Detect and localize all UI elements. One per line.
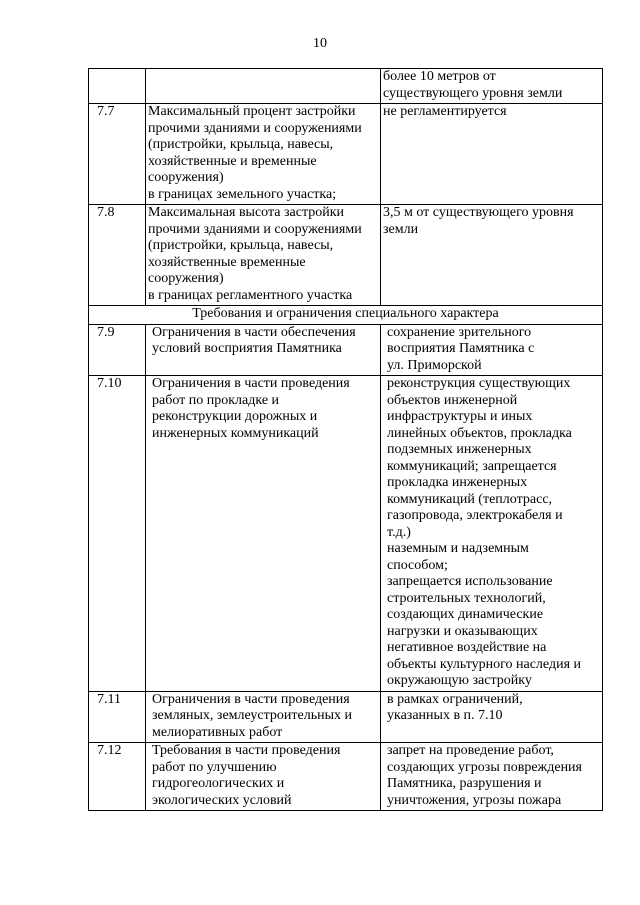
value-line: коммуникаций (теплотрасс, [387,491,553,507]
value-line: 3,5 м от существующего уровня [383,205,574,220]
table-row [89,376,603,692]
row-number-cell: 7.9 [89,324,146,376]
parameter-cell [146,104,381,205]
value-line: более 10 метров от [383,69,496,84]
parameter-cell [146,205,381,306]
parameter-line: прочими зданиями и сооружениями [148,221,362,237]
section-title: Требования и ограничения специального характера [89,306,603,325]
parameter-line: в границах регламентного участка [148,287,353,303]
parameter-line: земляных, землеустроительных и [152,708,352,723]
parameter-line: (пристройки, крыльца, навесы, [148,137,334,152]
parameter-line: реконструкции дорожных и [152,409,318,424]
value-line: Памятника, разрушения и [387,776,542,791]
parameter-line: Максимальный процент застройки [148,104,356,119]
value-line: не регламентируется [383,104,507,119]
row-number-cell [89,69,146,104]
table-row [89,205,603,306]
value-line: реконструкция существующих [387,376,571,391]
value-line: наземным и надземным [387,541,529,556]
row-number-cell: 7.10 [89,376,146,692]
parameter-line: сооружения) [148,170,224,185]
value-line: ул. Приморской [387,357,482,373]
value-line: сохранение зрительного [387,324,532,340]
value-line: строительных технологий, [387,590,546,606]
table-row [89,743,603,811]
value-line: т.д.) [387,524,411,540]
value-line: в рамках ограничений, [387,691,523,707]
value-line: существующего уровня земли [383,85,563,101]
value-line: земли [383,221,419,237]
parameter-line: Ограничения в части проведения [152,376,350,391]
value-line: негативное воздействие на [387,640,547,655]
row-number-cell: 7.7 [89,104,146,205]
value-line: запрещается использование [387,574,553,589]
parameter-cell [146,324,381,376]
parameter-cell [146,691,381,743]
parameter-line: Максимальная высота застройки [148,205,345,220]
table-body [89,69,603,811]
table-row [89,69,603,104]
value-cell [381,691,603,743]
parameter-line: Ограничения в части проведения [152,691,350,707]
value-cell [381,205,603,306]
section-header-row [89,306,603,325]
value-cell [381,376,603,692]
value-line: прокладка инженерных [387,475,528,490]
value-line: газопровода, электрокабеля и [387,508,563,523]
parameter-line: инженерных коммуникаций [152,425,319,441]
table-row [89,691,603,743]
parameter-line: мелиоративных работ [152,724,283,740]
parameter-line: работ по прокладке и [152,392,280,408]
parameter-line: (пристройки, крыльца, навесы, [148,238,334,253]
parameter-line: условий восприятия Памятника [152,341,342,356]
table-row [89,324,603,376]
value-line: создающих угрозы повреждения [387,759,582,775]
parameter-line: в границах земельного участка; [148,186,337,202]
value-line: инфраструктуры и иных [387,409,533,424]
value-line: окружающую застройку [387,673,532,688]
value-cell [381,104,603,205]
value-line: объектов инженерной [387,392,518,408]
parameter-line: сооружения) [148,271,224,286]
value-cell [381,69,603,104]
parameter-cell [146,376,381,692]
value-line: уничтожения, угрозы пожара [387,792,562,808]
value-cell [381,324,603,376]
parameter-cell [146,743,381,811]
value-line: подземных инженерных [387,442,532,457]
value-line: восприятия Памятника с [387,341,535,356]
row-number-cell: 7.12 [89,743,146,811]
value-line: нагрузки и оказывающих [387,623,538,639]
parameter-line: работ по улучшению [152,759,277,775]
value-line: объекты культурного наследия и [387,656,581,672]
value-line: создающих динамические [387,607,544,622]
parameter-line: прочими зданиями и сооружениями [148,120,362,136]
value-line: линейных объектов, прокладка [387,425,572,441]
page-number: 10 [313,36,327,51]
row-number-cell: 7.11 [89,691,146,743]
parameter-cell [146,69,381,104]
parameter-line: гидрогеологических и [152,776,285,791]
value-line: указанных в п. 7.10 [387,708,503,723]
requirements-table [88,68,603,811]
parameter-line: хозяйственные и временные [148,153,317,169]
value-line: запрет на проведение работ, [387,743,554,758]
value-line: способом; [387,557,448,573]
parameter-line: Требования в части проведения [152,743,341,758]
table-row [89,104,603,205]
parameter-line: экологических условий [152,792,292,808]
row-number-cell: 7.8 [89,205,146,306]
parameter-line: хозяйственные временные [148,254,306,270]
value-cell [381,743,603,811]
value-line: коммуникаций; запрещается [387,458,557,474]
parameter-line: Ограничения в части обеспечения [152,324,356,340]
